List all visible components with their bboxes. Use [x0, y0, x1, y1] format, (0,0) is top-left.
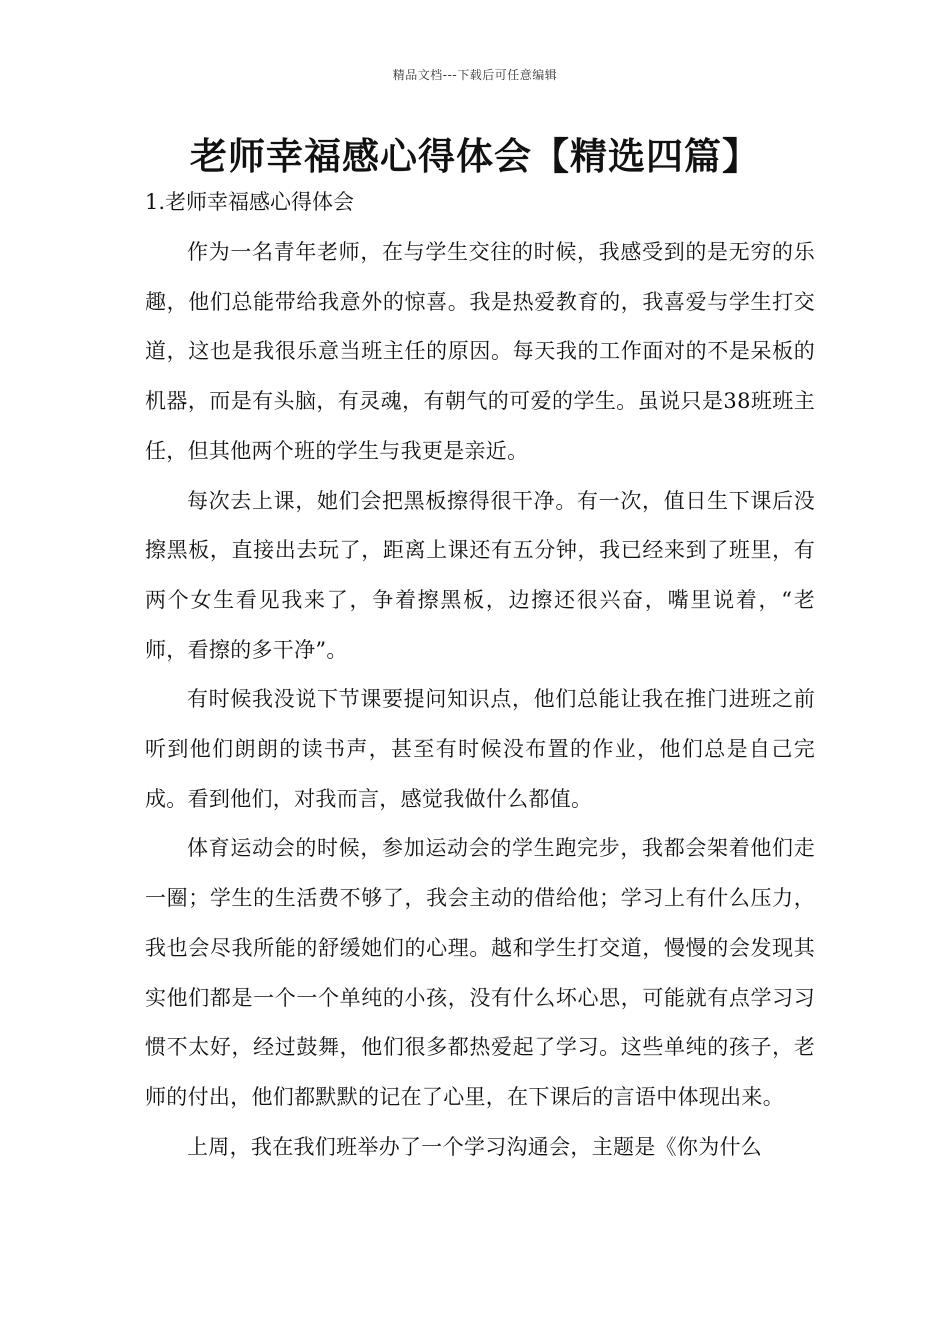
- paragraph: 体育运动会的时候，参加运动会的学生跑完步，我都会架着他们走一圈；学生的生活费不够了，我会主动的借给他；学习上有什么压力，我也会尽我所能的舒缓她们的心理。越和学生打交道，慢慢的会发现其实他们都是一个一个单纯的小孩，没有什么坏心思，可能就有点学习习惯不太好，经过鼓舞，他们很多都热爱起了学习。这些单纯的孩子，老师的付出，他们都默默的记在了心里，在下课后的言语中体现出来。: [145, 836, 815, 1109]
- document-body: [145, 228, 815, 1172]
- section-heading: 1.老师幸福感心得体会: [145, 190, 355, 214]
- paragraph: 上周，我在我们班举办了一个学习沟通会，主题是《你为什么: [187, 1134, 763, 1159]
- page-header: 精品文档---下载后可任意编辑: [392, 68, 558, 82]
- paragraph: 有时候我没说下节课要提问知识点，他们总能让我在推门进班之前听到他们朗朗的读书声，甚至有时候没布置的作业，他们总是自己完成。看到他们，对我而言，感觉我做什么都值。: [145, 687, 815, 811]
- document-title: 老师幸福感心得体会【精选四篇】: [190, 135, 760, 178]
- paragraph: 每次去上课，她们会把黑板擦得很干净。有一次，值日生下课后没擦黑板，直接出去玩了，距离上课还有五分钟，我已经来到了班里，有两个女生看见我来了，争着擦黑板，边擦还很兴奋，嘴里说着，“老师，看擦的多干净”。: [145, 488, 815, 662]
- paragraph: 作为一名青年老师，在与学生交往的时候，我感受到的是无穷的乐趣，他们总能带给我意外的惊喜。我是热爱教育的，我喜爱与学生打交道，这也是我很乐意当班主任的原因。每天我的工作面对的不是呆板的机器，而是有头脑，有灵魂，有朝气的可爱的学生。虽说只是38班班主任，但其他两个班的学生与我更是亲近。: [145, 240, 815, 463]
